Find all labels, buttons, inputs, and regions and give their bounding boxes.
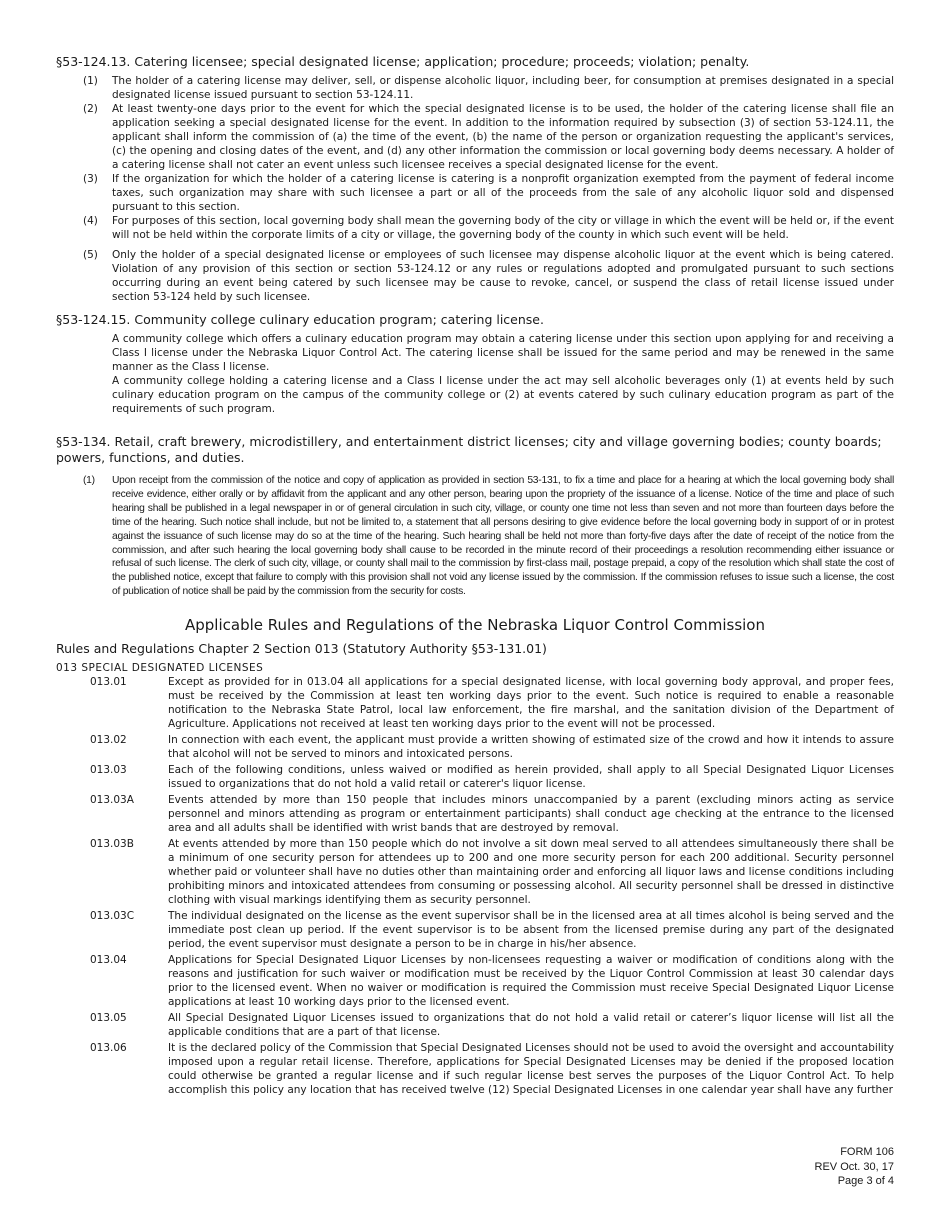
rule-number: 013.05 [90,1012,127,1025]
item-number: (4) [83,215,98,227]
rules-subtitle: Rules and Regulations Chapter 2 Section 013 (Statutory Authority §53-131.01) [56,641,547,657]
rule-text: Each of the following conditions, unless waived or modified as herein provided, shall apply to all Special Designated Liquor Licenses issued to organizations that do not hold a valid retail or caterer's liquor license. [168,764,894,791]
numbered-list [56,474,894,599]
document-page [56,54,894,1097]
rule-text: All Special Designated Liquor Licenses issued to organizations that do not hold a valid retail or caterer’s liquor license will list all the applicable conditions that are a part of that license. [168,1012,894,1039]
item-text: At least twenty-one days prior to the event for which the special designated license is to be used, the holder of the catering license shall file an application seeking a special designated license for the event. In addition to the information required by subsection (3) of section 53-124.11, the applicant shall inform the commission of (a) the time of the event, (b) the name of the person or organization requesting the applicant's services, (c) the opening and closing dates of the event, and (d) any other information the commission or local governing body deems necessary. A holder of a catering license shall not cater an event unless such licensee receives a special designated license for the event. [112,103,894,171]
list-item [56,248,894,304]
rule-text: At events attended by more than 150 people which do not involve a sit down meal served to all attendees simultaneously there shall be a minimum of one security person for attendees up to 200 and one more security person for each 200 additional. Security personnel whether paid or volunteer shall have no duties other than maintaining order and enforcing all liquor laws and license conditions including prohibiting minors and intoxicated attendees from consuming or possessing alcohol. All security personnel shall be dressed in distinctive clothing with visual markings identifying them as security personnel. [168,838,894,907]
item-number: (2) [83,103,98,115]
section-53-124-13 [56,54,894,304]
item-text: Upon receipt from the commission of the notice and copy of application as provided in section 53-131, to fix a time and place for a hearing at which the local governing body shall receive evidence, either orally or by affidavit from the applicant and any other person, bearing upon the propriety of the issuance of a license. Notice of the time and place of such hearing shall be published in a legal newspaper in or of general circulation in such city, village, or county one time not less than seven and not more than fourteen days before the time of the hearing. Such notice shall include, but not be limited to, a statement that all persons desiring to give evidence before the local governing body in support of or in protest against the issuance of such license may do so at the time of the hearing. Such hearing shall be held not more than forty-five days after the date of receipt of the notice from the commission, and after such hearing the local governing body shall cause to be recorded in the minute record of their proceedings a resolution recommending either issuance or refusal of such license. The clerk of such city, village, or county shall mail to the commission by first-class mail, postage prepaid, a copy of the resolution which shall state the cost of the published notice, except that failure to comply with this provision shall not void any license issued by the commission. If the commission refuses to issue such a license, the cost of publication of notice shall be paid by the commission from the security for costs. [112,475,894,598]
rule-number: 013.03B [90,838,134,851]
item-text: The holder of a catering license may deliver, sell, or dispense alcoholic liquor, including beer, for consumption at premises designated in a special designated license issued pursuant to section 53-124.11. [112,75,894,101]
rule-number: 013.04 [90,954,127,967]
rule-text: The individual designated on the license as the event supervisor shall be in the licensed area at all times alcohol is being served and the immediate post clean up period. If the event supervisor is to be absent from the licensed premise during any part of the designated period, the event supervisor must designate a person to be in charge in his/her absence. [168,910,894,951]
rule-number: 013.03 [90,764,127,777]
rule-number: 013.06 [90,1042,127,1055]
list-item [56,172,894,214]
rule-item [56,763,894,791]
rule-text: Except as provided for in 013.04 all applications for a special designated license, with local governing body approval, and proper fees, must be received by the Commission at least ten working days prior to the event. Such notice is required to enable a reasonable notification to the Nebraska State Patrol, local law enforcement, the fire marshal, and the sanitation division of the Department of Agriculture. Applications not received at least ten working days prior to the event will not be processed. [168,676,894,731]
list-item [56,474,894,599]
list-item [56,214,894,242]
rule-item [56,837,894,907]
rule-item [56,733,894,761]
form-number: FORM 106 [840,1146,894,1158]
item-text: Only the holder of a special designated license or employees of such licensee may dispense alcoholic liquor at the event which is being catered. Violation of any provision of this section or section 53-124.12 or any rules or regulations adopted and promulgated pursuant to such sections occurring during an event being catered by such licensee may be cause to revoke, cancel, or suspend the class of retail license issued under section 53-124 held by such licensee. [112,249,894,303]
rule-item [56,793,894,835]
rules-title: Applicable Rules and Regulations of the Nebraska Liquor Control Commission [185,616,765,635]
item-number: (5) [83,249,98,261]
numbered-list [56,74,894,304]
item-number: (1) [83,475,95,486]
paragraph: A community college which offers a culinary education program may obtain a catering license under this section upon applying for and receiving a Class I license under the Nebraska Liquor Control Act. The catering license shall be issued for the same period and may be renewed in the same manner as the Class I license. [112,333,894,373]
page-number: Page 3 of 4 [837,1175,894,1187]
item-text: For purposes of this section, local governing body shall mean the governing body of the city or village in which the event will be held or, if the event will not be held within the corporate limits of a city or village, the governing body of the county in which such event will be held. [112,215,894,241]
list-item [56,74,894,102]
item-number: (1) [83,75,98,87]
section-title: §53-124.15. Community college culinary education program; catering license. [56,312,544,327]
rule-number: 013.03C [90,910,135,923]
item-number: (3) [83,173,98,185]
section-title: §53-134. Retail, craft brewery, microdistillery, and entertainment district licenses; city and village governing bodies; county boards; powers, functions, and duties. [56,434,882,465]
list-item [56,102,894,172]
rule-number: 013.03A [90,794,134,807]
section-53-124-15 [56,312,894,416]
rules-section [56,615,894,1097]
page-footer [815,1145,894,1189]
rules-heading: 013 SPECIAL DESIGNATED LICENSES [56,662,264,675]
rule-text: It is the declared policy of the Commission that Special Designated Licenses should not be used to avoid the oversight and accountability imposed upon a regular retail license. Therefore, applications for Special Designated Licenses may be denied if the proposed location could otherwise be granted a regular license and if such regular license best serves the purposes of the Liquor Control Act. To help accomplish this policy any location that has received twelve (12) Special Designated Licenses in one calendar year shall have any further [168,1042,894,1097]
item-text: If the organization for which the holder of a catering license is catering is a nonprofit organization exempted from the payment of federal income taxes, such organization may share with such licensee a part or all of the proceeds from the sale of any alcoholic liquor sold and dispensed pursuant to this section. [112,173,894,213]
rule-item [56,1041,894,1097]
rule-text: In connection with each event, the applicant must provide a written showing of estimated size of the crowd and how it intends to assure that alcohol will not be served to minors and intoxicated persons. [168,734,894,761]
rule-number: 013.02 [90,734,127,747]
rule-item [56,1011,894,1039]
rule-item [56,675,894,731]
rule-number: 013.01 [90,676,127,689]
paragraph: A community college holding a catering license and a Class I license under the act may sell alcoholic beverages only (1) at events held by such culinary education program on the campus of the community college or (2) at events catered by such culinary education program as part of the requirements of such program. [112,375,894,415]
revision-date: REV Oct. 30, 17 [814,1160,894,1173]
section-53-134 [56,434,894,599]
rule-item [56,909,894,951]
rule-item [56,953,894,1009]
section-title: §53-124.13. Catering licensee; special designated license; application; procedure; proceeds; violation; penalty. [56,54,750,69]
rule-text: Events attended by more than 150 people that includes minors unaccompanied by a parent (excluding minors acting as service personnel and minors attending as program or entertainment participants) shall conduct age checking at the entrance to the licensed area and all adults shall be identified with wrist bands that are destroyed by removal. [168,794,894,835]
rule-text: Applications for Special Designated Liquor Licenses by non-licensees requesting a waiver or modification of conditions along with the reasons and justification for such waiver or modification must be received by the Liquor Control Commission at least 30 calendar days prior to the licensed event. When no waiver or modification is required the Commission must receive Special Designated Liquor License applications at least 10 working days prior to the licensed event. [168,954,894,1009]
